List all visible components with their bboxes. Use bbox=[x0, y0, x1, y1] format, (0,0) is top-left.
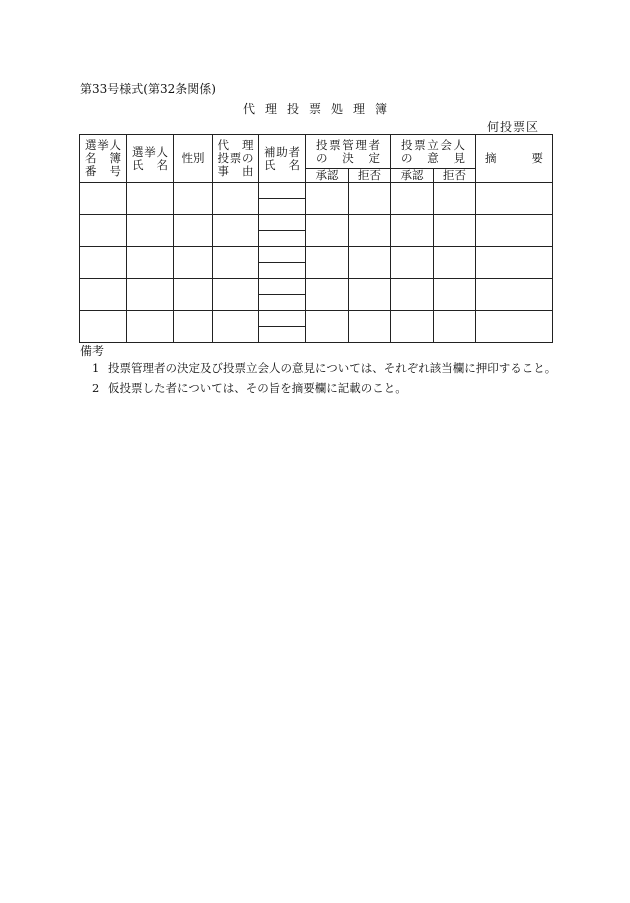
header-voter-list-number: 選挙人 名簿 番号 bbox=[80, 135, 127, 183]
header-witness-approve: 承認 bbox=[391, 169, 434, 183]
voter-name-cell[interactable] bbox=[127, 247, 174, 279]
header-assistant-name: 補助者 氏名 bbox=[259, 135, 306, 183]
table-row bbox=[80, 183, 553, 199]
witness-reject-cell[interactable] bbox=[434, 215, 476, 247]
proxy-reason-cell[interactable] bbox=[213, 215, 259, 247]
manager-reject-cell[interactable] bbox=[349, 311, 391, 343]
voter-list-number-cell[interactable] bbox=[80, 279, 127, 311]
assistant-name-cell-lower[interactable] bbox=[259, 263, 306, 279]
manager-reject-cell[interactable] bbox=[349, 183, 391, 215]
ledger-body bbox=[80, 183, 553, 343]
voter-name-cell[interactable] bbox=[127, 311, 174, 343]
witness-approve-cell[interactable] bbox=[391, 247, 434, 279]
proxy-reason-cell[interactable] bbox=[213, 279, 259, 311]
witness-reject-cell[interactable] bbox=[434, 247, 476, 279]
proxy-vote-ledger-table bbox=[79, 134, 553, 343]
voter-list-number-cell[interactable] bbox=[80, 183, 127, 215]
voter-list-number-cell[interactable] bbox=[80, 311, 127, 343]
remark-note-2: 2 仮投票した者については、その旨を摘要欄に記載のこと。 bbox=[92, 381, 407, 395]
witness-approve-cell[interactable] bbox=[391, 311, 434, 343]
form-number: 第33号様式(第32条関係) bbox=[80, 82, 216, 96]
manager-reject-cell[interactable] bbox=[349, 247, 391, 279]
manager-approve-cell[interactable] bbox=[306, 215, 349, 247]
header-remarks: 摘要 bbox=[476, 135, 553, 183]
witness-approve-cell[interactable] bbox=[391, 279, 434, 311]
witness-approve-cell[interactable] bbox=[391, 215, 434, 247]
remarks-cell[interactable] bbox=[476, 215, 553, 247]
district-label: 何投票区 bbox=[487, 120, 540, 134]
manager-approve-cell[interactable] bbox=[306, 247, 349, 279]
remark-note-1: 1 投票管理者の決定及び投票立会人の意見については、それぞれ該当欄に押印すること。 bbox=[92, 361, 557, 375]
header-manager-reject: 拒否 bbox=[349, 169, 391, 183]
remarks-cell[interactable] bbox=[476, 247, 553, 279]
assistant-name-cell-lower[interactable] bbox=[259, 199, 306, 215]
assistant-name-cell-upper[interactable] bbox=[259, 279, 306, 295]
assistant-name-cell-upper[interactable] bbox=[259, 311, 306, 327]
manager-reject-cell[interactable] bbox=[349, 279, 391, 311]
proxy-reason-cell[interactable] bbox=[213, 247, 259, 279]
manager-approve-cell[interactable] bbox=[306, 183, 349, 215]
witness-reject-cell[interactable] bbox=[434, 279, 476, 311]
assistant-name-cell-upper[interactable] bbox=[259, 215, 306, 231]
remarks-cell[interactable] bbox=[476, 311, 553, 343]
manager-approve-cell[interactable] bbox=[306, 279, 349, 311]
witness-reject-cell[interactable] bbox=[434, 183, 476, 215]
voter-list-number-cell[interactable] bbox=[80, 215, 127, 247]
gender-cell[interactable] bbox=[174, 279, 213, 311]
voter-name-cell[interactable] bbox=[127, 279, 174, 311]
assistant-name-cell-lower[interactable] bbox=[259, 327, 306, 343]
witness-reject-cell[interactable] bbox=[434, 311, 476, 343]
table-row bbox=[80, 279, 553, 295]
voter-name-cell[interactable] bbox=[127, 183, 174, 215]
header-manager-approve: 承認 bbox=[306, 169, 349, 183]
assistant-name-cell-lower[interactable] bbox=[259, 295, 306, 311]
assistant-name-cell-upper[interactable] bbox=[259, 247, 306, 263]
remarks-label: 備考 bbox=[80, 344, 105, 358]
table-row bbox=[80, 247, 553, 263]
header-manager-decision: 投票管理者 の決定 bbox=[306, 135, 391, 169]
proxy-reason-cell[interactable] bbox=[213, 183, 259, 215]
voter-list-number-cell[interactable] bbox=[80, 247, 127, 279]
voter-name-cell[interactable] bbox=[127, 215, 174, 247]
gender-cell[interactable] bbox=[174, 247, 213, 279]
remarks-cell[interactable] bbox=[476, 279, 553, 311]
remarks-cell[interactable] bbox=[476, 183, 553, 215]
header-gender: 性別 bbox=[174, 135, 213, 183]
table-row bbox=[80, 311, 553, 327]
gender-cell[interactable] bbox=[174, 183, 213, 215]
header-witness-reject: 拒否 bbox=[434, 169, 476, 183]
manager-reject-cell[interactable] bbox=[349, 215, 391, 247]
table-row bbox=[80, 215, 553, 231]
document-title: 代理投票処理簿 bbox=[242, 102, 397, 116]
assistant-name-cell-lower[interactable] bbox=[259, 231, 306, 247]
header-proxy-reason: 代理 投票の 事由 bbox=[213, 135, 259, 183]
gender-cell[interactable] bbox=[174, 311, 213, 343]
witness-approve-cell[interactable] bbox=[391, 183, 434, 215]
manager-approve-cell[interactable] bbox=[306, 311, 349, 343]
header-witness-opinion: 投票立会人 の意見 bbox=[391, 135, 476, 169]
gender-cell[interactable] bbox=[174, 215, 213, 247]
assistant-name-cell-upper[interactable] bbox=[259, 183, 306, 199]
proxy-reason-cell[interactable] bbox=[213, 311, 259, 343]
header-voter-name: 選挙人 氏名 bbox=[127, 135, 174, 183]
